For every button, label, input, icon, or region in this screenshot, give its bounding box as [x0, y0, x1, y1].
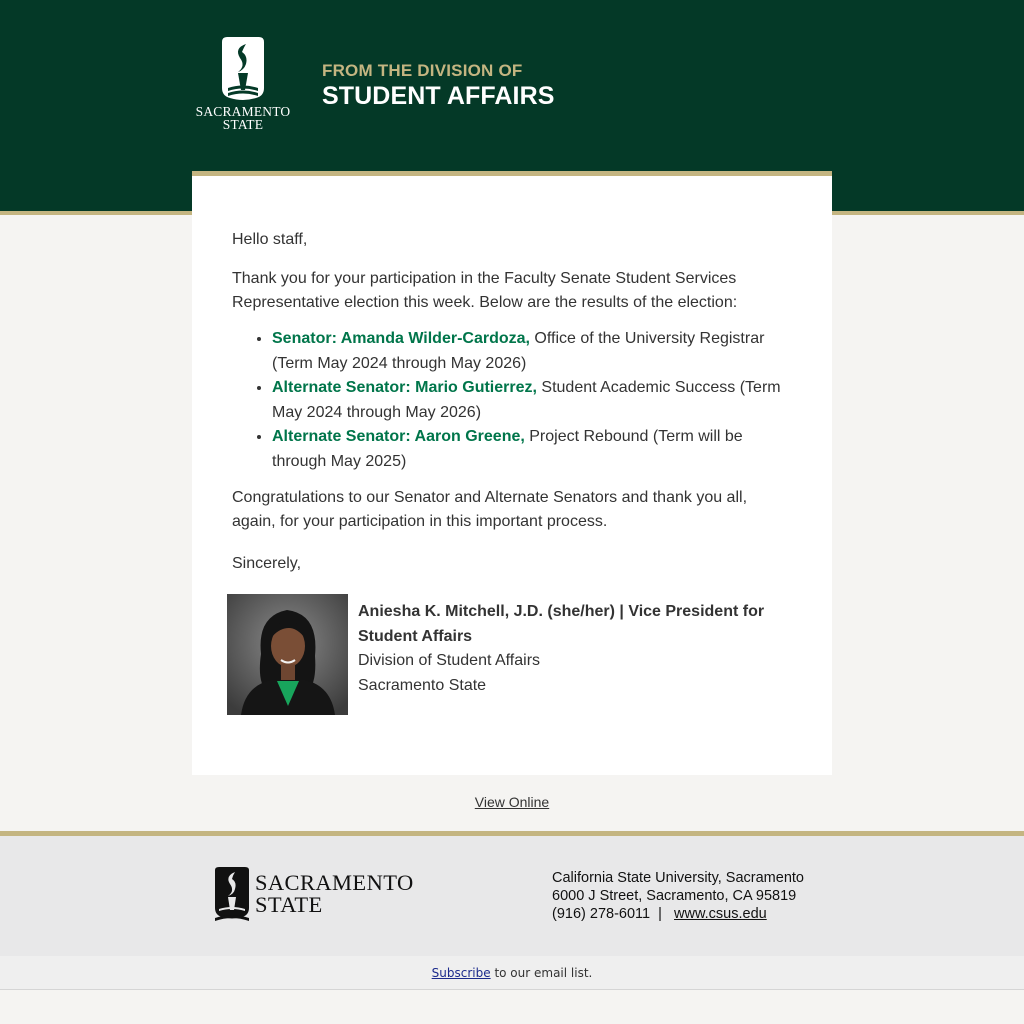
signature-name-title: Aniesha K. Mitchell, J.D. (she/her) | Vice President for Student Affairs: [358, 603, 765, 645]
election-results-list: [232, 327, 784, 474]
result-detail: Student Academic Success (Term May 2024 through May 2026): [272, 379, 781, 421]
header-title: STUDENT AFFAIRS: [322, 82, 555, 110]
result-detail: Office of the University Registrar (Term May 2024 through May 2026): [272, 330, 765, 372]
signature-org: Sacramento State: [358, 676, 487, 694]
logo-wordmark-line1: SACRAMENTO: [195, 104, 291, 119]
result-lead: Alternate Senator: Mario Gutierrez,: [272, 379, 537, 396]
signature-photo: [227, 594, 348, 715]
footer: [0, 836, 1024, 956]
torch-shield-icon: [194, 36, 292, 106]
footer-logo-wordmark: [255, 872, 414, 916]
address-line2: 6000 J Street, Sacramento, CA 95819: [552, 888, 797, 904]
sacramento-state-logo[interactable]: [194, 36, 292, 136]
list-item: [272, 425, 784, 474]
message-body: [232, 228, 784, 576]
view-online-link[interactable]: View Online: [474, 794, 550, 810]
footer-logo[interactable]: [213, 866, 413, 924]
signature-text: [358, 600, 788, 698]
result-lead: Alternate Senator: Aaron Greene,: [272, 428, 525, 445]
closing: Sincerely,: [232, 555, 302, 572]
logo-wordmark-line2: STATE: [222, 116, 264, 132]
result-lead: Senator: Amanda Wilder-Cardoza,: [272, 330, 530, 347]
view-online-row: [0, 794, 1024, 810]
result-detail: Project Rebound (Term will be through May 2025): [272, 428, 743, 470]
phone: (916) 278-6011: [552, 906, 651, 922]
list-item: [272, 376, 784, 425]
address-line1: California State University, Sacramento: [552, 870, 804, 886]
intro-paragraph: Thank you for your participation in the Faculty Senate Student Services Representative election this week. Below are the results of the election:: [232, 270, 738, 311]
subscribe-bar: [0, 956, 1024, 990]
subscribe-text: to our email list.: [490, 966, 593, 980]
signature-block: [227, 594, 797, 716]
footer-address: [552, 869, 804, 923]
portrait-image: [227, 594, 348, 715]
logo-wordmark: [194, 106, 292, 131]
footer-logo-line2: STATE: [255, 892, 323, 917]
congrats-paragraph: Congratulations to our Senator and Alternate Senators and thank you all, again, for your participation in this important process.: [232, 489, 748, 530]
subscribe-link[interactable]: Subscribe: [431, 966, 491, 980]
torch-shield-icon: [213, 866, 251, 924]
greeting: Hello staff,: [232, 231, 308, 248]
message-card: [192, 171, 832, 775]
header-kicker: FROM THE DIVISION OF: [322, 61, 523, 80]
contact-line: [552, 905, 804, 923]
list-item: [272, 327, 784, 376]
signature-division: Division of Student Affairs: [358, 652, 541, 669]
separator: |: [658, 906, 662, 922]
footer-logo-line1: SACRAMENTO: [255, 870, 414, 895]
website-link[interactable]: www.csus.edu: [674, 906, 767, 922]
